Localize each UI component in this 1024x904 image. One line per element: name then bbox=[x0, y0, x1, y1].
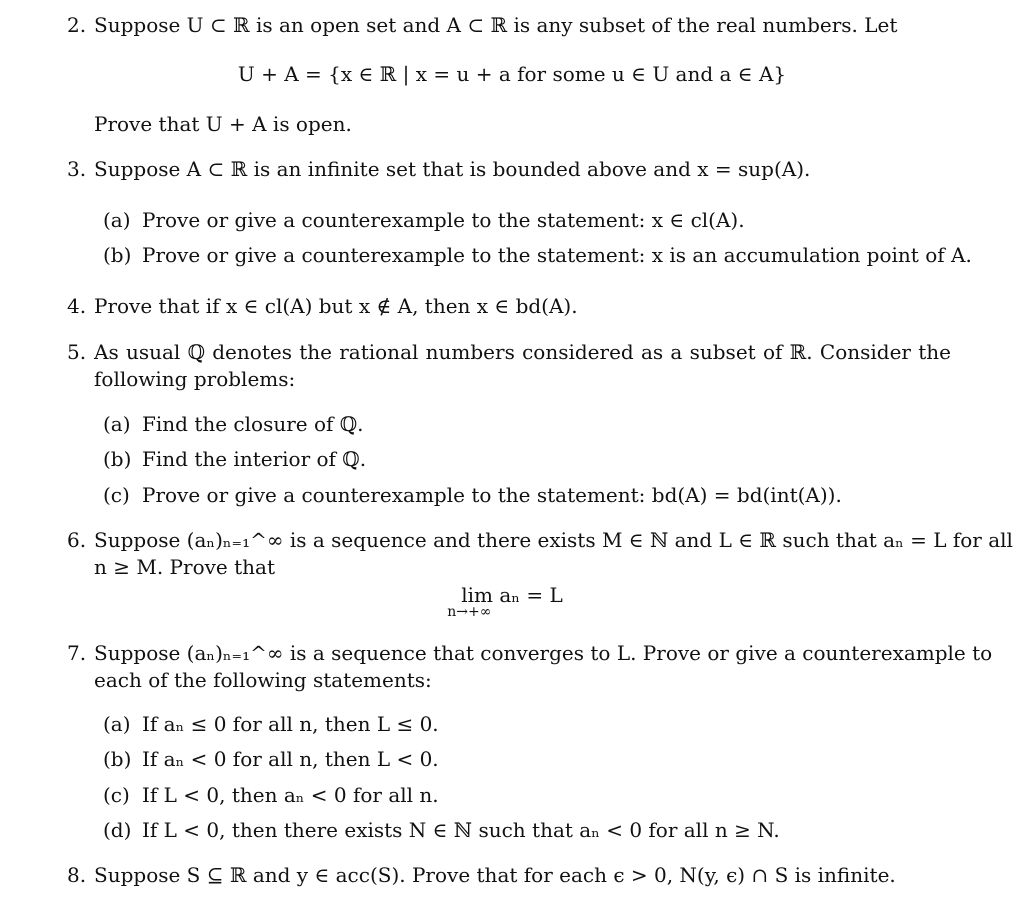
limit-expression: aₙ = L bbox=[499, 583, 563, 607]
problem-number: 2. bbox=[67, 13, 87, 37]
problem-text: n ≥ M. Prove that bbox=[94, 555, 275, 579]
subpart-text: Find the interior of ℚ. bbox=[142, 447, 367, 471]
subpart-text: Find the closure of ℚ. bbox=[142, 412, 364, 436]
problem-text: Suppose U ⊂ ℝ is an open set and A ⊂ ℝ is any subset of the real numbers. Let bbox=[94, 13, 898, 37]
problem-text: As usual ℚ denotes the rational numbers considered as a subset of ℝ. Consider the bbox=[94, 340, 951, 364]
subpart-text: Prove or give a counterexample to the statement: bd(A) = bd(int(A)). bbox=[142, 483, 842, 507]
problem-text: Suppose S ⊆ ℝ and y ∈ acc(S). Prove that for each ϵ > 0, N(y, ϵ) ∩ S is infinite. bbox=[94, 863, 896, 887]
limit-operator: lim bbox=[461, 583, 494, 607]
subpart-text: If L < 0, then there exists N ∈ ℕ such that aₙ < 0 for all n ≥ N. bbox=[142, 818, 780, 842]
subpart-text: Prove or give a counterexample to the statement: x ∈ cl(A). bbox=[142, 208, 745, 232]
limit-equation bbox=[0, 582, 1024, 620]
subpart-label: (d) bbox=[103, 818, 132, 842]
problem-number: 3. bbox=[67, 157, 87, 181]
limit-subscript: n→+∞ bbox=[447, 604, 492, 620]
subpart-label: (a) bbox=[103, 208, 131, 232]
subpart-label: (a) bbox=[103, 712, 131, 736]
subpart-label: (c) bbox=[103, 483, 130, 507]
subpart-label: (b) bbox=[103, 243, 132, 267]
subpart-label: (c) bbox=[103, 783, 130, 807]
problem-text: following problems: bbox=[94, 367, 296, 391]
subpart-text: If L < 0, then aₙ < 0 for all n. bbox=[142, 783, 439, 807]
problem-text: Suppose A ⊂ ℝ is an infinite set that is bounded above and x = sup(A). bbox=[94, 157, 811, 181]
subpart-label: (b) bbox=[103, 747, 132, 771]
problem-text: Suppose (aₙ)ₙ₌₁^∞ is a sequence and there exists M ∈ ℕ and L ∈ ℝ such that aₙ = L for all bbox=[94, 528, 1013, 552]
subpart-label: (a) bbox=[103, 412, 131, 436]
problem-text: each of the following statements: bbox=[94, 668, 432, 692]
subpart-text: If aₙ < 0 for all n, then L < 0. bbox=[142, 747, 439, 771]
subpart-text: If aₙ ≤ 0 for all n, then L ≤ 0. bbox=[142, 712, 439, 736]
display-equation: U + A = {x ∈ ℝ | x = u + a for some u ∈ U and a ∈ A} bbox=[237, 62, 787, 86]
subpart-text: Prove or give a counterexample to the statement: x is an accumulation point of A. bbox=[142, 243, 972, 267]
problem-number: 4. bbox=[67, 294, 87, 318]
problem-text: Suppose (aₙ)ₙ₌₁^∞ is a sequence that converges to L. Prove or give a counterexample to bbox=[94, 641, 993, 665]
problem-number: 8. bbox=[67, 863, 87, 887]
problem-text: Prove that U + A is open. bbox=[94, 112, 352, 136]
problem-number: 5. bbox=[67, 340, 87, 364]
problem-text: Prove that if x ∈ cl(A) but x ∉ A, then x ∈ bd(A). bbox=[94, 294, 578, 318]
problem-number: 6. bbox=[67, 528, 87, 552]
subpart-label: (b) bbox=[103, 447, 132, 471]
problem-number: 7. bbox=[67, 641, 87, 665]
